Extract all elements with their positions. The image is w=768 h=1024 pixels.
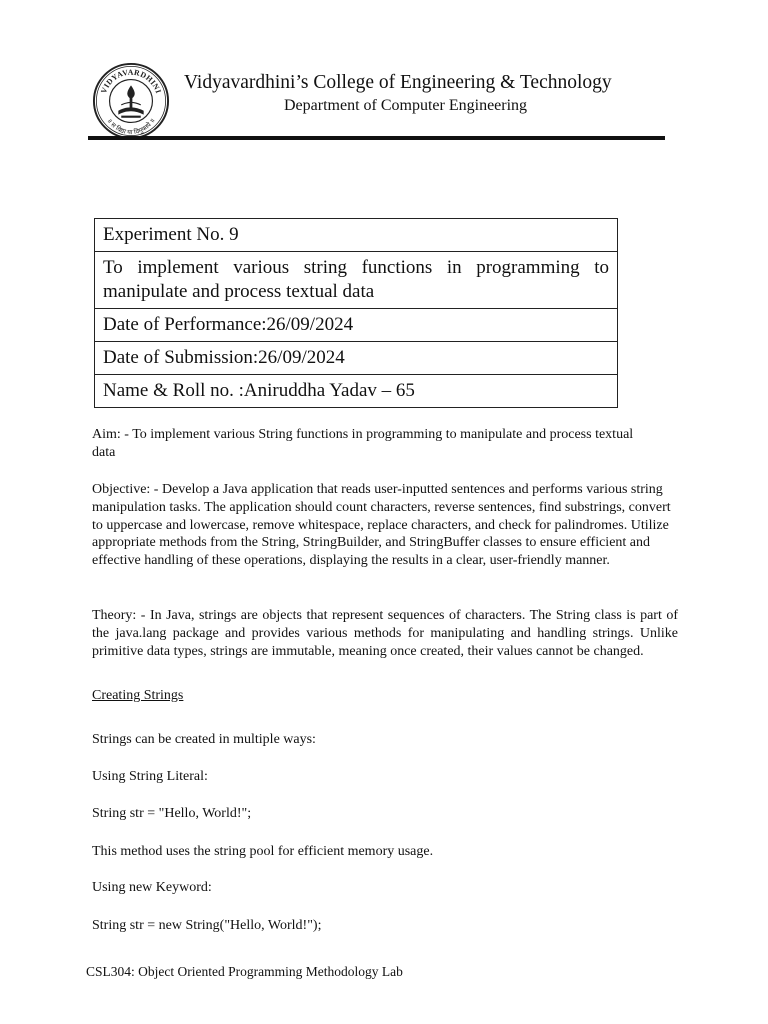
table-row: [95, 309, 618, 342]
date-of-performance: Date of Performance:26/09/2024: [95, 309, 618, 342]
table-row: [95, 342, 618, 375]
experiment-number: Experiment No. 9: [95, 219, 618, 252]
aim-paragraph: Aim: - To implement various String functions in programming to manipulate and process textual data: [92, 427, 634, 460]
objective-paragraph: Objective: - Develop a Java application that reads user-inputted sentences and performs various string manipulation tasks. The application should count characters, reverse sentences, find substrings, convert to uppercase and lowercase, remove whitespace, replace characters, and check for palindromes. Utilize appropriate methods from the String, StringBuilder, and StringBuffer classes to ensure efficient and effective handling of these operations, displaying the results in a clear, user-friendly manner.: [92, 482, 671, 569]
experiment-title: To implement various string functions in programming to manipulate and process textual data: [95, 252, 618, 309]
theory-paragraph: Theory: - In Java, strings are objects that represent sequences of characters. The String class is part of the java.lang package and provides various methods for manipulating and handling strings. Unlike primitive data types, strings are immutable, meaning once created, their values cannot be changed.: [92, 608, 678, 659]
code-line: String str = "Hello, World!";: [92, 806, 252, 821]
department-name: Department of Computer Engineering: [284, 97, 528, 114]
college-name: Vidyavardhini’s College of Engineering & Technology: [184, 72, 612, 93]
table-row: [95, 375, 618, 408]
content-line: Strings can be created in multiple ways:: [92, 732, 316, 747]
table-row: [95, 252, 618, 309]
college-logo-icon: [92, 62, 170, 140]
content-line: Using String Literal:: [92, 769, 208, 784]
name-and-roll: Name & Roll no. :Aniruddha Yadav – 65: [95, 375, 618, 408]
table-row: [95, 219, 618, 252]
content-line: Using new Keyword:: [92, 880, 212, 895]
page-header: [92, 62, 664, 142]
page-footer: CSL304: Object Oriented Programming Methodology Lab: [86, 964, 403, 979]
experiment-info-table: [94, 218, 618, 408]
header-divider: [88, 136, 665, 140]
code-line: String str = new String("Hello, World!");: [92, 918, 322, 933]
content-line: This method uses the string pool for efficient memory usage.: [92, 844, 434, 859]
logo-name-text: VIDYAVARDHINI: [98, 67, 164, 95]
logo-motto-text: ॥ स विद्या या विमुक्तये ॥: [105, 117, 157, 137]
date-of-submission: Date of Submission:26/09/2024: [95, 342, 618, 375]
creating-strings-heading: Creating Strings: [92, 688, 184, 703]
